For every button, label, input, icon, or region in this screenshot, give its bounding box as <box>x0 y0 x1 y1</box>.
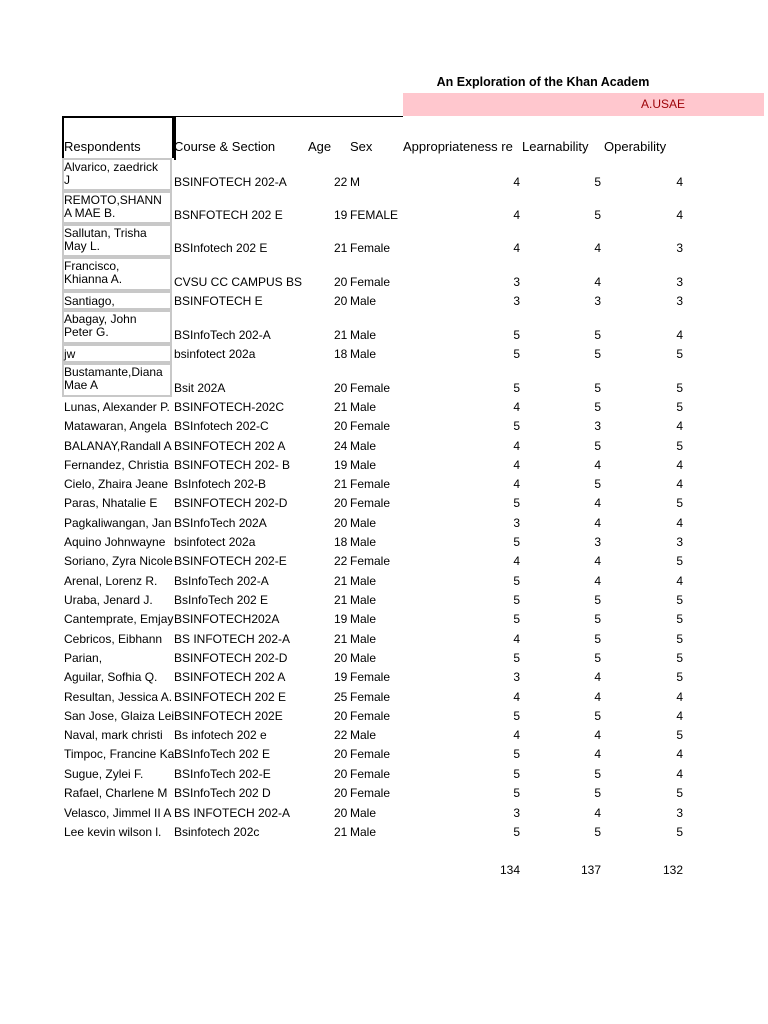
column-header-respondents[interactable]: Respondents <box>64 139 141 154</box>
sex-cell[interactable]: Male <box>350 516 377 530</box>
operability-score[interactable]: 3 <box>676 806 683 820</box>
operability-score[interactable]: 5 <box>676 651 683 665</box>
course-section-cell[interactable]: Bs infotech 202 e <box>174 728 267 742</box>
respondent-name[interactable]: Rafael, Charlene M <box>64 786 168 800</box>
course-section-cell[interactable]: BSINFOTECH 202 A <box>174 670 286 684</box>
learnability-score[interactable]: 4 <box>594 458 601 472</box>
learnability-score[interactable]: 4 <box>594 516 601 530</box>
sex-cell[interactable]: Male <box>350 347 377 361</box>
appropriateness-score[interactable]: 4 <box>513 241 520 255</box>
appropriateness-score[interactable]: 4 <box>513 400 520 414</box>
age-cell[interactable]: 20 <box>334 294 348 308</box>
sex-cell[interactable]: Female <box>350 381 391 395</box>
age-cell[interactable]: 20 <box>334 806 348 820</box>
column-header-age[interactable]: Age <box>308 139 332 154</box>
learnability-score[interactable]: 4 <box>594 728 601 742</box>
respondent-name[interactable]: BALANAY,Randall A <box>64 439 172 453</box>
usability-section-band <box>403 93 764 116</box>
respondent-name[interactable]: Pagkaliwangan, Jan <box>64 516 172 530</box>
age-cell[interactable]: 21 <box>334 477 348 491</box>
sex-cell[interactable]: M <box>350 175 360 189</box>
course-section-cell[interactable]: bsinfotect 202a <box>174 347 256 361</box>
respondent-name[interactable]: Francisco, Khianna A. <box>64 259 123 286</box>
appropriateness-score[interactable]: 4 <box>513 728 520 742</box>
operability-score[interactable]: 3 <box>676 535 683 549</box>
sex-cell[interactable]: Male <box>350 651 377 665</box>
age-cell[interactable]: 20 <box>334 419 348 433</box>
course-section-cell[interactable]: BSInfoTech 202A <box>174 516 267 530</box>
learnability-score[interactable]: 4 <box>594 554 601 568</box>
column-header-appropriateness[interactable]: Appropriateness re <box>403 139 513 154</box>
course-section-cell[interactable]: BS INFOTECH 202-A <box>174 806 291 820</box>
learnability-score[interactable]: 4 <box>594 690 601 704</box>
operability-score[interactable]: 4 <box>676 175 683 189</box>
appropriateness-score[interactable]: 4 <box>513 439 520 453</box>
age-cell[interactable]: 22 <box>334 175 348 189</box>
column-header-course-section[interactable]: Course & Section <box>174 139 276 154</box>
respondent-name[interactable]: Sugue, Zylei F. <box>64 767 144 781</box>
learnability-score[interactable]: 5 <box>594 400 601 414</box>
sex-cell[interactable]: Female <box>350 709 391 723</box>
sex-cell[interactable]: Female <box>350 477 391 491</box>
respondent-name[interactable]: Cielo, Zhaira Jeane <box>64 477 169 491</box>
age-cell[interactable]: 20 <box>334 516 348 530</box>
appropriateness-score[interactable]: 3 <box>513 275 520 289</box>
sex-cell[interactable]: Female <box>350 670 391 684</box>
appropriateness-score[interactable]: 5 <box>513 767 520 781</box>
age-cell[interactable]: 20 <box>334 747 348 761</box>
column-header-learnability[interactable]: Learnability <box>522 139 589 154</box>
operability-score[interactable]: 4 <box>676 477 683 491</box>
sex-cell[interactable]: Female <box>350 690 391 704</box>
respondent-name[interactable]: Parian, <box>64 651 103 665</box>
age-cell[interactable]: 18 <box>334 535 348 549</box>
course-section-cell[interactable]: BSInfotech 202-C <box>174 419 269 433</box>
respondent-name[interactable]: Paras, Nhatalie E <box>64 496 158 510</box>
course-section-cell[interactable]: BsInfoTech 202-A <box>174 574 269 588</box>
learnability-score[interactable]: 4 <box>594 670 601 684</box>
course-section-cell[interactable]: BSINFOTECH 202 A <box>174 439 286 453</box>
learnability-score[interactable]: 4 <box>594 275 601 289</box>
sex-cell[interactable]: Female <box>350 241 391 255</box>
age-cell[interactable]: 21 <box>334 400 348 414</box>
age-cell[interactable]: 19 <box>334 208 348 222</box>
age-cell[interactable]: 21 <box>334 328 348 342</box>
course-section-cell[interactable]: CVSU CC CAMPUS BS <box>174 275 303 289</box>
operability-score[interactable]: 5 <box>676 554 683 568</box>
operability-score[interactable]: 4 <box>676 574 683 588</box>
age-cell[interactable]: 21 <box>334 632 348 646</box>
sex-cell[interactable]: FEMALE <box>350 208 399 222</box>
respondent-name[interactable]: Velasco, Jimmel II A <box>64 806 172 820</box>
learnability-score[interactable]: 5 <box>594 825 601 839</box>
sex-cell[interactable]: Male <box>350 806 377 820</box>
operability-score[interactable]: 5 <box>676 825 683 839</box>
course-section-cell[interactable]: Bsinfotech 202c <box>174 825 260 839</box>
appropriateness-score[interactable]: 5 <box>513 328 520 342</box>
operability-score[interactable]: 4 <box>676 709 683 723</box>
learnability-score[interactable]: 5 <box>594 632 601 646</box>
operability-score[interactable]: 5 <box>676 632 683 646</box>
course-section-cell[interactable]: BSINFOTECH 202-D <box>174 496 288 510</box>
age-cell[interactable]: 21 <box>334 574 348 588</box>
respondent-name[interactable]: Lee kevin wilson l. <box>64 825 162 839</box>
appropriateness-score[interactable]: 5 <box>513 535 520 549</box>
appropriateness-score[interactable]: 4 <box>513 175 520 189</box>
age-cell[interactable]: 20 <box>334 381 348 395</box>
appropriateness-score[interactable]: 3 <box>513 806 520 820</box>
operability-score[interactable]: 3 <box>676 275 683 289</box>
learnability-score[interactable]: 5 <box>594 612 601 626</box>
learnability-score[interactable]: 3 <box>594 294 601 308</box>
appropriateness-score[interactable]: 3 <box>513 516 520 530</box>
course-section-cell[interactable]: BSInfoTech 202-E <box>174 767 271 781</box>
operability-score[interactable]: 4 <box>676 516 683 530</box>
age-cell[interactable]: 22 <box>334 554 348 568</box>
sex-cell[interactable]: Male <box>350 535 377 549</box>
age-cell[interactable]: 19 <box>334 670 348 684</box>
respondent-name[interactable]: Matawaran, Angela <box>64 419 167 433</box>
respondent-name[interactable]: Soriano, Zyra Nicole <box>64 554 173 568</box>
appropriateness-score[interactable]: 5 <box>513 381 520 395</box>
respondent-name[interactable]: Cantemprate, Emjay <box>64 612 174 626</box>
learnability-score[interactable]: 5 <box>594 439 601 453</box>
respondent-name[interactable]: Arenal, Lorenz R. <box>64 574 158 588</box>
age-cell[interactable]: 20 <box>334 275 348 289</box>
course-section-cell[interactable]: BSINFOTECH202A <box>174 612 280 626</box>
course-section-cell[interactable]: BSINFOTECH E <box>174 294 263 308</box>
age-cell[interactable]: 21 <box>334 241 348 255</box>
learnability-score[interactable]: 5 <box>594 593 601 607</box>
sex-cell[interactable]: Female <box>350 419 391 433</box>
course-section-cell[interactable]: BSINFOTECH-202C <box>174 400 285 414</box>
age-cell[interactable]: 20 <box>334 767 348 781</box>
age-cell[interactable]: 20 <box>334 651 348 665</box>
learnability-score[interactable]: 4 <box>594 747 601 761</box>
appropriateness-score[interactable]: 5 <box>513 825 520 839</box>
learnability-score[interactable]: 5 <box>594 709 601 723</box>
course-section-cell[interactable]: BSNFOTECH 202 E <box>174 208 283 222</box>
course-section-cell[interactable]: BSINFOTECH 202-A <box>174 175 287 189</box>
learnability-score[interactable]: 3 <box>594 419 601 433</box>
column-header-sex[interactable]: Sex <box>350 139 373 154</box>
learnability-score[interactable]: 5 <box>594 381 601 395</box>
appropriateness-score[interactable]: 5 <box>513 419 520 433</box>
appropriateness-score[interactable]: 5 <box>513 651 520 665</box>
appropriateness-score[interactable]: 4 <box>513 690 520 704</box>
sex-cell[interactable]: Male <box>350 574 377 588</box>
sex-cell[interactable]: Female <box>350 275 391 289</box>
sex-cell[interactable]: Male <box>350 612 377 626</box>
operability-score[interactable]: 4 <box>676 458 683 472</box>
operability-score[interactable]: 5 <box>676 347 683 361</box>
appropriateness-score[interactable]: 4 <box>513 554 520 568</box>
operability-score[interactable]: 5 <box>676 381 683 395</box>
appropriateness-score[interactable]: 5 <box>513 786 520 800</box>
course-section-cell[interactable]: Bsit 202A <box>174 381 226 395</box>
appropriateness-score[interactable]: 5 <box>513 709 520 723</box>
header-top-border <box>172 116 403 117</box>
operability-score[interactable]: 4 <box>676 328 683 342</box>
sex-cell[interactable]: Male <box>350 632 377 646</box>
course-section-cell[interactable]: BS INFOTECH 202-A <box>174 632 291 646</box>
total-appropriateness[interactable]: 134 <box>499 863 520 877</box>
total-learnability[interactable]: 137 <box>580 863 601 877</box>
respondent-name[interactable]: San Jose, Glaiza Lei <box>64 709 175 723</box>
sex-cell[interactable]: Male <box>350 825 377 839</box>
appropriateness-score[interactable]: 4 <box>513 208 520 222</box>
age-cell[interactable]: 19 <box>334 458 348 472</box>
course-section-cell[interactable]: BSINFOTECH 202E <box>174 709 283 723</box>
appropriateness-score[interactable]: 5 <box>513 593 520 607</box>
appropriateness-score[interactable]: 3 <box>513 670 520 684</box>
course-section-cell[interactable]: BSINFOTECH 202-D <box>174 651 288 665</box>
course-section-cell[interactable]: BSINFOTECH 202 E <box>174 690 287 704</box>
sex-cell[interactable]: Female <box>350 496 391 510</box>
appropriateness-score[interactable]: 5 <box>513 612 520 626</box>
learnability-score[interactable]: 4 <box>594 806 601 820</box>
learnability-score[interactable]: 4 <box>594 574 601 588</box>
course-section-cell[interactable]: BsInfoTech 202 E <box>174 593 269 607</box>
operability-score[interactable]: 5 <box>676 593 683 607</box>
appropriateness-score[interactable]: 4 <box>513 458 520 472</box>
respondent-name[interactable]: Cebricos, Eibhann <box>64 632 163 646</box>
learnability-score[interactable]: 5 <box>594 347 601 361</box>
learnability-score[interactable]: 5 <box>594 651 601 665</box>
respondent-name[interactable]: Aquino Johnwayne <box>64 535 166 549</box>
course-section-cell[interactable]: BSInfoTech 202 E <box>174 747 271 761</box>
learnability-score[interactable]: 5 <box>594 767 601 781</box>
respondent-name[interactable]: jw <box>64 347 76 361</box>
sex-cell[interactable]: Male <box>350 728 377 742</box>
course-section-cell[interactable]: BSInfotech 202 E <box>174 241 268 255</box>
age-cell[interactable]: 22 <box>334 728 348 742</box>
age-cell[interactable]: 20 <box>334 709 348 723</box>
sex-cell[interactable]: Female <box>350 786 391 800</box>
course-section-cell[interactable]: bsinfotect 202a <box>174 535 256 549</box>
sex-cell[interactable]: Male <box>350 458 377 472</box>
operability-score[interactable]: 4 <box>676 419 683 433</box>
column-header-operability[interactable]: Operability <box>604 139 667 154</box>
learnability-score[interactable]: 5 <box>594 175 601 189</box>
learnability-score[interactable]: 5 <box>594 328 601 342</box>
appropriateness-score[interactable]: 5 <box>513 747 520 761</box>
appropriateness-score[interactable]: 5 <box>513 496 520 510</box>
age-cell[interactable]: 24 <box>334 439 348 453</box>
course-section-cell[interactable]: BSInfoTech 202-A <box>174 328 271 342</box>
operability-score[interactable]: 3 <box>676 294 683 308</box>
respondent-name[interactable]: Uraba, Jenard J. <box>64 593 153 607</box>
age-cell[interactable]: 20 <box>334 786 348 800</box>
sex-cell[interactable]: Female <box>350 767 391 781</box>
learnability-score[interactable]: 5 <box>594 208 601 222</box>
learnability-score[interactable]: 4 <box>594 241 601 255</box>
operability-score[interactable]: 5 <box>676 786 683 800</box>
respondent-name[interactable]: Aguilar, Sofhia Q. <box>64 670 158 684</box>
sex-cell[interactable]: Female <box>350 554 391 568</box>
usability-section-label: A.USAE <box>640 97 685 111</box>
age-cell[interactable]: 18 <box>334 347 348 361</box>
respondent-name[interactable]: Lunas, Alexander P. <box>64 400 170 414</box>
appropriateness-score[interactable]: 4 <box>513 477 520 491</box>
respondent-name[interactable]: Santiago, <box>64 294 115 308</box>
course-section-cell[interactable]: BsInfotech 202-B <box>174 477 267 491</box>
respondent-name[interactable]: Naval, mark christi <box>64 728 163 742</box>
age-cell[interactable]: 25 <box>334 690 348 704</box>
respondent-name[interactable]: Abagay, John Peter G. <box>64 312 137 339</box>
sex-cell[interactable]: Female <box>350 747 391 761</box>
total-operability[interactable]: 132 <box>662 863 683 877</box>
operability-score[interactable]: 5 <box>676 728 683 742</box>
sex-cell[interactable]: Male <box>350 593 377 607</box>
sex-cell[interactable]: Male <box>350 328 377 342</box>
appropriateness-score[interactable]: 5 <box>513 347 520 361</box>
respondent-name[interactable]: Timpoc, Francine Ka <box>64 747 175 761</box>
operability-score[interactable]: 5 <box>676 400 683 414</box>
learnability-score[interactable]: 3 <box>594 535 601 549</box>
respondent-name[interactable]: REMOTO,SHANN A MAE B. <box>64 193 162 220</box>
sex-cell[interactable]: Male <box>350 400 377 414</box>
operability-score[interactable]: 4 <box>676 690 683 704</box>
age-cell[interactable]: 20 <box>334 496 348 510</box>
operability-score[interactable]: 4 <box>676 208 683 222</box>
sex-cell[interactable]: Male <box>350 294 377 308</box>
operability-score[interactable]: 4 <box>676 767 683 781</box>
respondent-name[interactable]: Alvarico, zaedrick J <box>64 160 159 187</box>
age-cell[interactable]: 21 <box>334 593 348 607</box>
respondent-name[interactable]: Fernandez, Christia <box>64 458 169 472</box>
learnability-score[interactable]: 5 <box>594 786 601 800</box>
age-cell[interactable]: 21 <box>334 825 348 839</box>
age-cell[interactable]: 19 <box>334 612 348 626</box>
respondent-name[interactable]: Bustamante,Diana Mae A <box>64 365 163 392</box>
appropriateness-score[interactable]: 3 <box>513 294 520 308</box>
operability-score[interactable]: 4 <box>676 747 683 761</box>
respondent-name[interactable]: Sallutan, Trisha May L. <box>64 226 147 253</box>
operability-score[interactable]: 5 <box>676 496 683 510</box>
operability-score[interactable]: 5 <box>676 439 683 453</box>
course-section-cell[interactable]: BSINFOTECH 202- B <box>174 458 291 472</box>
learnability-score[interactable]: 4 <box>594 496 601 510</box>
operability-score[interactable]: 5 <box>676 612 683 626</box>
operability-score[interactable]: 5 <box>676 670 683 684</box>
respondent-name[interactable]: Resultan, Jessica A. <box>64 690 173 704</box>
learnability-score[interactable]: 5 <box>594 477 601 491</box>
appropriateness-score[interactable]: 5 <box>513 574 520 588</box>
appropriateness-score[interactable]: 4 <box>513 632 520 646</box>
operability-score[interactable]: 3 <box>676 241 683 255</box>
course-section-cell[interactable]: BSINFOTECH 202-E <box>174 554 287 568</box>
sex-cell[interactable]: Male <box>350 439 377 453</box>
course-section-cell[interactable]: BSInfoTech 202 D <box>174 786 271 800</box>
sheet-title: An Exploration of the Khan Academ <box>436 75 650 89</box>
